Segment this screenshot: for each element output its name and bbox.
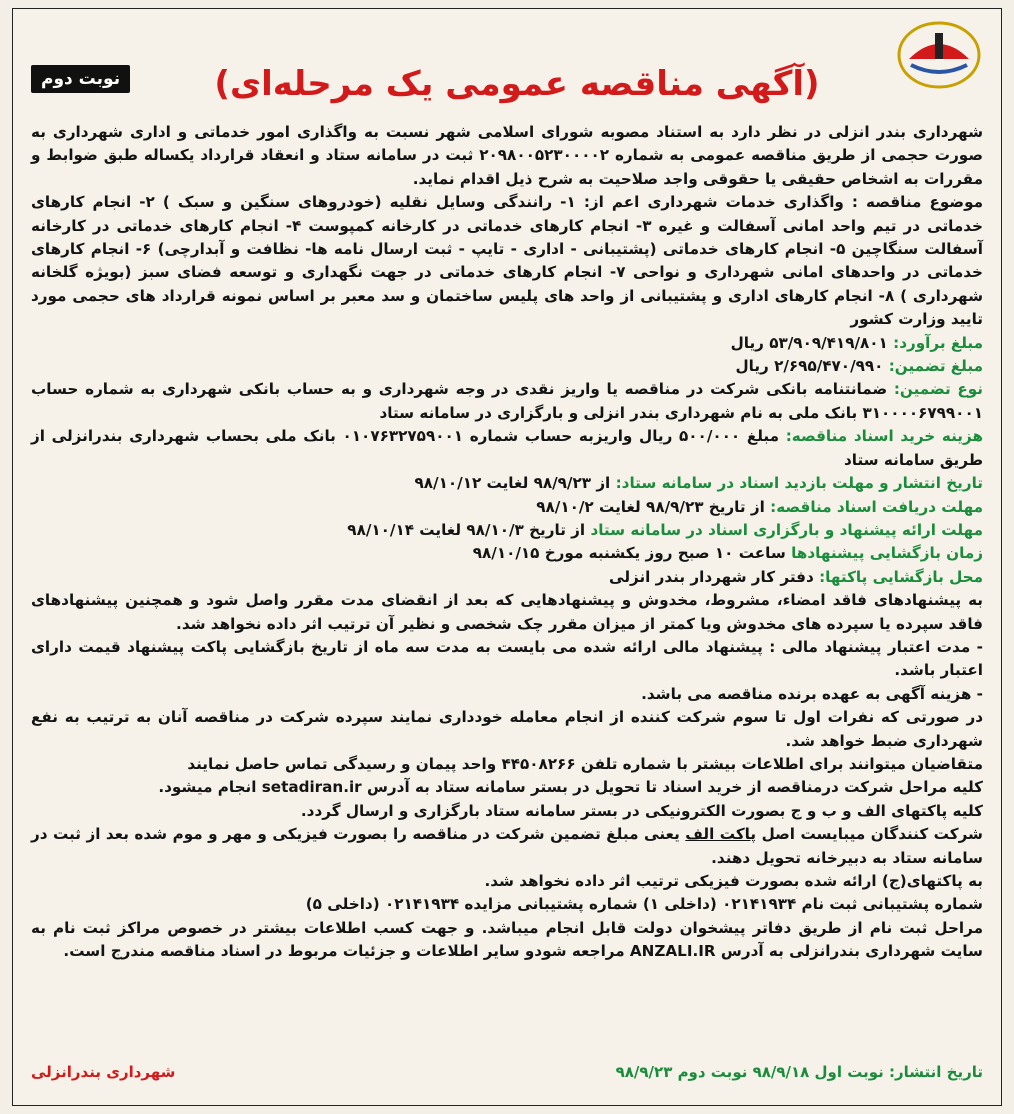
- page-title: (آگهی مناقصه عمومی یک مرحله‌ای): [214, 64, 820, 104]
- intro-paragraph: شهرداری بندر انزلی در نظر دارد به استناد مصوبه شورای اسلامی شهر نسبت به واگذاری امور خدماتی و اداری شهرداری به صورت حجمی از طریق مناقصه عمومی به شماره ۲۰۹۸۰۰۵۲۳۰۰۰۰۲ ثبت در سامانه ستاد و انعقاد قرارداد یکساله طبق ضوابط و مقررات به اشخاص حقیقی یا حقوقی واجد صلاحیت به شرح ذیل اقدام نماید.: [31, 123, 984, 188]
- place-row: [31, 566, 983, 589]
- footer: [31, 1063, 983, 1087]
- submit-row: [31, 519, 983, 542]
- edition-badge: نوبت دوم: [31, 65, 130, 93]
- opening-value: ساعت ۱۰ صبح روز یکشنبه مورخ ۹۸/۱۰/۱۵: [472, 544, 786, 563]
- publish-row: [31, 472, 983, 495]
- receive-value: از تاریخ ۹۸/۹/۲۳ لغایت ۹۸/۱۰/۲: [536, 497, 765, 516]
- opening-row: [31, 542, 983, 565]
- place-label: محل بازگشایی پاکتها:: [819, 567, 983, 586]
- receive-row: [31, 496, 983, 519]
- notice-body: [31, 121, 983, 964]
- docs-fee-row: [31, 425, 983, 472]
- signature: شهرداری بندرانزلی: [31, 1063, 176, 1081]
- estimate-label: مبلغ برآورد:: [893, 333, 983, 352]
- notice-page: [12, 8, 1002, 1106]
- docs-fee-label: هزینه خرید اسناد مناقصه:: [785, 427, 983, 446]
- submit-label: مهلت ارائه پیشنهاد و بارگزاری اسناد در سامانه ستاد: [590, 520, 983, 539]
- estimate-row: [31, 332, 983, 355]
- note-7: کلیه پاکتهای الف و ب و ج بصورت الکترونیکی در بستر سامانه ستاد بارگزاری و ارسال گردد.: [300, 801, 983, 820]
- note-10: شماره پشتیبانی ثبت نام ۰۲۱۴۱۹۳۴ (داخلی ۱) شماره پشتیبانی مزایده ۰۲۱۴۱۹۳۴ (داخلی ۵): [305, 895, 983, 914]
- guarantee-type-value: ضمانتنامه بانکی شرکت در مناقصه یا واریز نقدی در وجه شهرداری و به حساب بانکی شهرداری به شماره حساب ۳۱۰۰۰۰۶۷۹۹۰۰۱ بانک ملی به نام شهرداری بندر انزلی و بارگزاری در سامانه ستاد: [31, 380, 983, 422]
- note-9: به پاکتهای(ج) ارائه شده بصورت فیزیکی ترتیب اثر داده نخواهد شد.: [484, 872, 983, 890]
- estimate-value: ۵۳/۹۰۹/۴۱۹/۸۰۱ ریال: [730, 333, 888, 352]
- submit-value: از تاریخ ۹۸/۱۰/۳ لغایت ۹۸/۱۰/۱۴: [347, 520, 586, 539]
- note-8-end: یعنی مبلغ تضمین شرکت در مناقصه را بصورت فیزیکی و مهر و موم شده بعد از ثبت در سامانه ستاد به دبیرخانه تحویل دهند.: [31, 825, 983, 867]
- receive-label: مهلت دریافت اسناد مناقصه:: [770, 497, 983, 516]
- note-5: متقاضیان میتوانند برای اطلاعات بیشتر با شماره تلفن ۴۴۵۰۸۲۶۶ واحد پیمان و رسیدگی تماس حاصل نمایند: [187, 754, 983, 773]
- note-8: [31, 823, 983, 870]
- municipality-logo-icon: [889, 19, 989, 97]
- guarantee-row: [31, 355, 983, 378]
- note-1: به پیشنهادهای فاقد امضاء، مشروط، مخدوش و پیشنهادهایی که بعد از انقضای مدت مقرر واصل شود و همچنین پیشنهادهای فاقد سپرده یا سپرده های مخدوش ویا کمتر از میزان مقرر چک شخصی و نظیر آن ترتیب اثر داده نخواهد شد.: [31, 591, 983, 633]
- note-11: مراحل ثبت نام از طریق دفاتر پیشخوان دولت قابل انجام میباشد. و جهت کسب اطلاعات بیشتر در خصوص مراکز ثبت نام به سایت شهرداری بندرانزلی به آدرس ANZALI.IR مراجعه شودو سایر اطلاعات و جزئیات مربوط در اسناد مناقصه مندرج است.: [31, 918, 983, 961]
- publish-value: از ۹۸/۹/۲۳ لغایت ۹۸/۱۰/۱۲: [414, 474, 611, 493]
- guarantee-type-label: نوع تضمین:: [893, 380, 983, 399]
- note-8-envelope: پاکت الف: [685, 825, 757, 844]
- guarantee-type-row: [31, 378, 983, 425]
- note-8-start: شرکت کنندگان میبایست اصل: [761, 825, 983, 844]
- note-2: - مدت اعتبار پیشنهاد مالی : پیشنهاد مالی ارائه شده می بایست به مدت سه ماه از تاریخ بازگشایی پاکت پیشنهاد قیمت دارای اعتبار باشد.: [31, 637, 983, 680]
- publish-label: تاریخ انتشار و مهلت بازدید اسناد در سامانه ستاد:: [615, 474, 983, 493]
- publish-dates: تاریخ انتشار: نوبت اول ۹۸/۹/۱۸ نوبت دوم ۹۸/۹/۲۳: [615, 1063, 983, 1081]
- docs-fee-value: مبلغ ۵۰۰/۰۰۰ ریال واریزبه حساب شماره ۰۱۰۷۶۳۲۷۵۹۰۰۱ بانک ملی بحساب شهرداری بندرانزلی از طریق سامانه ستاد: [31, 427, 983, 469]
- subject-paragraph: موضوع مناقصه : واگذاری خدمات شهرداری اعم از: ۱- رانندگی وسایل نقلیه (خودروهای سنگین و سبک ) ۲- انجام کارهای خدماتی در تیم واحد امانی آسفالت و غیره ۳- انجام کارهای خدماتی در کارخانه کمپوست ۴- انجام کارهای خدماتی در کارخانه آسفالت سنگاچین ۵- انجام کارهای خدماتی (پشتیبانی - اداری - تایپ - ثبت ارسال نامه ها- نظافت و آبدارچی) ۶- انجام کارهای خدماتی در واحدهای امانی شهرداری و نواحی ۷- انجام کارهای خدماتی در جهت نگهداری و توسعه فضای سبز (بویژه گلخانه شهرداری ) ۸- انجام کارهای اداری و پشتیبانی از واحد های پلیس ساختمان و سد معبر بر اساس نمونه قرارداد های حجمی مورد تایید وزارت کشور: [31, 193, 984, 329]
- note-3: - هزینه آگهی به عهده برنده مناقصه می باشد.: [641, 684, 983, 703]
- note-4: در صورتی که نفرات اول تا سوم شرکت کننده از انجام معامله خودداری نمایند سپرده شرکت در مناقصه آنان به ترتیب به نفع شهرداری ضبط خواهد شد.: [31, 708, 983, 750]
- guarantee-value: ۲/۶۹۵/۴۷۰/۹۹۰ ریال: [735, 357, 884, 376]
- place-value: دفتر کار شهردار بندر انزلی: [608, 567, 814, 586]
- opening-label: زمان بازگشایی پیشنهادها: [791, 544, 983, 563]
- guarantee-label: مبلغ تضمین:: [888, 357, 983, 376]
- note-6: کلیه مراحل شرکت درمناقصه از خرید اسناد تا تحویل در بستر سامانه ستاد به آدرس setadiran.ir انجام میشود.: [158, 778, 983, 797]
